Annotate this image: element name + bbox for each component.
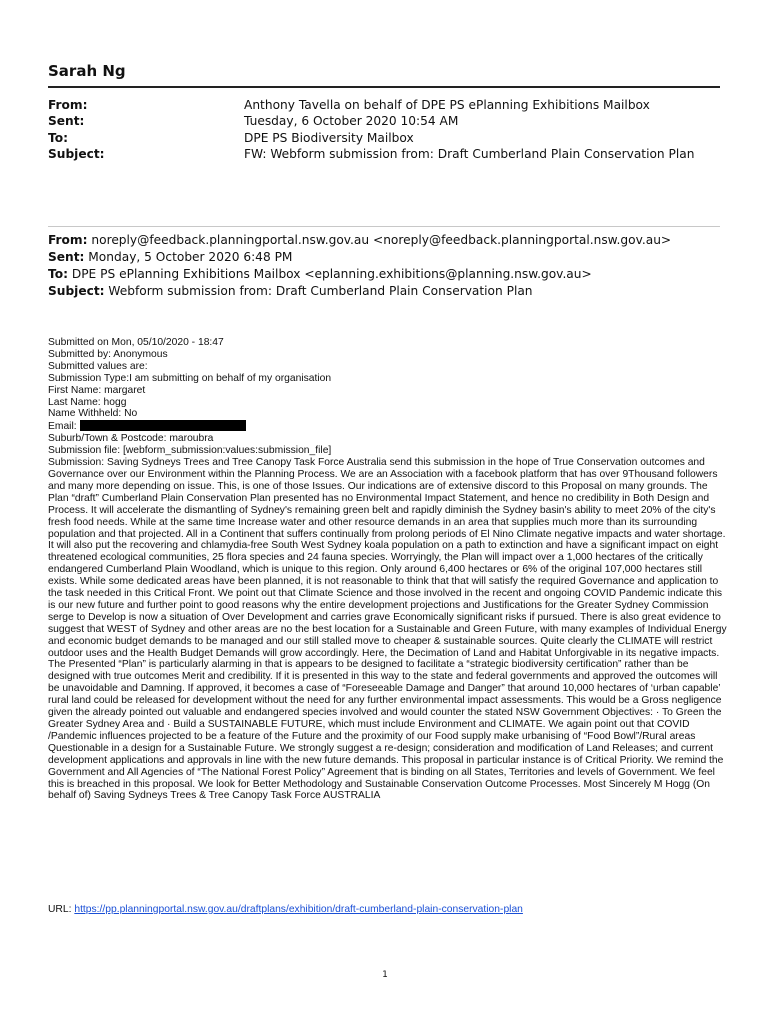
header-from-row — [48, 97, 728, 113]
header-from-value: Anthony Tavella on behalf of DPE PS ePlanning Exhibitions Mailbox — [244, 98, 650, 112]
first-name: First Name: margaret — [48, 384, 146, 396]
email-header — [48, 97, 728, 163]
title-divider — [48, 86, 720, 88]
email-redaction — [80, 420, 246, 431]
fwd-sent-value: Monday, 5 October 2020 6:48 PM — [88, 250, 293, 264]
fwd-from-value: noreply@feedback.planningportal.nsw.gov.au <noreply@feedback.planningportal.nsw.gov.au> — [91, 233, 672, 247]
fwd-sent-label: Sent: — [48, 250, 85, 264]
name-withheld: Name Withheld: No — [48, 408, 138, 420]
submitted-by: Submitted by: Anonymous — [48, 348, 168, 360]
header-sent-label: Sent: — [48, 114, 85, 129]
fwd-from-row — [48, 232, 738, 249]
header-subject-label: Subject: — [48, 147, 105, 162]
forwarded-header — [48, 232, 738, 300]
last-name: Last Name: hogg — [48, 396, 127, 408]
submission-type: Submission Type:I am submitting on behalf of my organisation — [48, 372, 332, 384]
header-subject-row — [48, 146, 728, 162]
header-from-label: From: — [48, 98, 88, 112]
header-sent-value: Tuesday, 6 October 2020 10:54 AM — [244, 114, 459, 129]
url-label: URL: — [48, 904, 72, 915]
fwd-from-label: From: — [48, 233, 88, 247]
fwd-to-label: To: — [48, 267, 68, 281]
fwd-subject-label: Subject: — [48, 284, 105, 298]
header-to-row — [48, 130, 728, 146]
exhibition-link[interactable]: https://pp.planningportal.nsw.gov.au/draftplans/exhibition/draft-cumberland-plain-conservation-plan — [74, 904, 523, 915]
submitted-values-heading: Submitted values are: — [48, 360, 148, 372]
suburb-postcode: Suburb/Town & Postcode: maroubra — [48, 433, 214, 445]
header-sent-row — [48, 113, 728, 129]
submission-file: Submission file: [webform_submission:values:submission_file] — [48, 445, 332, 457]
fwd-sent-row — [48, 249, 738, 266]
page-number: 1 — [382, 970, 388, 980]
submitted-on: Submitted on Mon, 05/10/2020 - 18:47 — [48, 337, 224, 348]
fwd-to-row — [48, 266, 738, 283]
header-to-label: To: — [48, 130, 68, 145]
submission-body — [48, 337, 728, 802]
fwd-subject-value: Webform submission from: Draft Cumberland Plain Conservation Plan — [108, 284, 533, 298]
email-label: Email: — [48, 421, 77, 433]
url-row — [48, 904, 523, 915]
header-to-value: DPE PS Biodiversity Mailbox — [244, 130, 414, 145]
document-title: Sarah Ng — [48, 62, 126, 80]
email-row — [48, 420, 728, 433]
submission-text: Submission: Saving Sydneys Trees and Tree Canopy Task Force Australia send this submission in the hope of True Conservation outcomes and Governance over our Environment within the Planning Process. We are an Association with a facebook platform that has over 9Thousand followers and many more depending on issue. This, is one of those Issues. Our indications are of extensive discord to this Proposal on many grounds. The Plan “draft” Cumberland Plain Conservation Plan presented has no Environmental Impact Statement, and hence no credibility in Both Design and Process. It will accelerate the dismantling of Sydney's remaining green belt and rapidly diminish the Sydney basin's ability to meet 20% of the city's fresh food needs. While at the same time Increase water and other resource demands in an area that supplies much more than its surrounding population and that projected. All in a Continent that suffers continually from prolong periods of El Nino Climate negative impacts and water shortage. It will also put the recovering and chlamydia-free South West Sydney koala population on a path to extinction and have a significant impact on eight threatened ecological communities, 25 flora species and 24 fauna species. Worryingly, the Plan will impact over a 1,000 hectares of the critically endangered Cumberland Plain Woodland, which is unique to this region. Only around 6,400 hectares or 6% of the original 107,000 hectares still exists. While some dedicated areas have been planned, it is not reasonable to think that that will satisfy the required Governance and application to the task needed in this Critical Front. We point out that Climate Science and those involved in the recent and ongoing COVID Pandemic indicate this is our new future and further point to good reasons why the entire development projections and Justifications for the Greater Sydney Commission serge to Develop is now a situation of Over Development and carries grave Economically significant risks if pursued. There is also great evidence to suggest that WEST of Sydney and other areas are no the best location for a Sustainable and Green Future, with many examples of Individual Energy and economic budget demands to be managed and our still stalled move to cheaper & sustainable sources. Quite clearly the CLIMATE will restrict outdoor uses and the Health Budget Demands will grow accordingly. Here, the Decimation of Land and Habitat Unforgivable in its negative impacts. The Presented “Plan” is particularly alarming in that is appears to be designed to facilitate a “strategic biodiversity certification” rather than be designed with true outcomes Merit and credibility. If it is presented in this way to the state and federal governments and approved the outcomes will be unavoidable and Damning. If approved, it becomes a case of “Foreseeable Damage and Danger” that around 10,000 hectares of ‘urban capable’ rural land could be released for development without the need for any further environmental impact assessments. This would be a Gross negligence given the already pointed out valuable and endangered species involved and would counter the stated NSW Government Objectives: · To Green the Greater Sydney Area and · Build a SUSTAINABLE FUTURE, which must include Environment and CLIMATE. We again point out that COVID /Pandemic influences projected to be a feature of the Future and the proximity of our Food supply make urbanising of “Food Bowl”/Rural areas Questionable in a design for a Sustainable Future. We strongly suggest a re-design; consideration and modification of Land Releases; and current development applications and approvals in line with the new future demands. This proposal in particular instance is of Critical Priority. We remind the Government and All Agencies of “The National Forest Policy” Agreement that is binding on all States, Territories and levels of Government. We feel this is breached in this proposal. We look for Better Methodology and Sustainable Conservation Outcome Processes. Most Sincerely M Hogg (On behalf of) Saving Sydneys Trees & Tree Canopy Task Force AUSTRALIA — [48, 457, 727, 802]
fwd-subject-row — [48, 283, 738, 300]
header-subject-value: FW: Webform submission from: Draft Cumberland Plain Conservation Plan — [244, 147, 695, 162]
fwd-to-value: DPE PS ePlanning Exhibitions Mailbox <eplanning.exhibitions@planning.nsw.gov.au> — [71, 267, 592, 281]
forward-divider — [48, 226, 720, 227]
